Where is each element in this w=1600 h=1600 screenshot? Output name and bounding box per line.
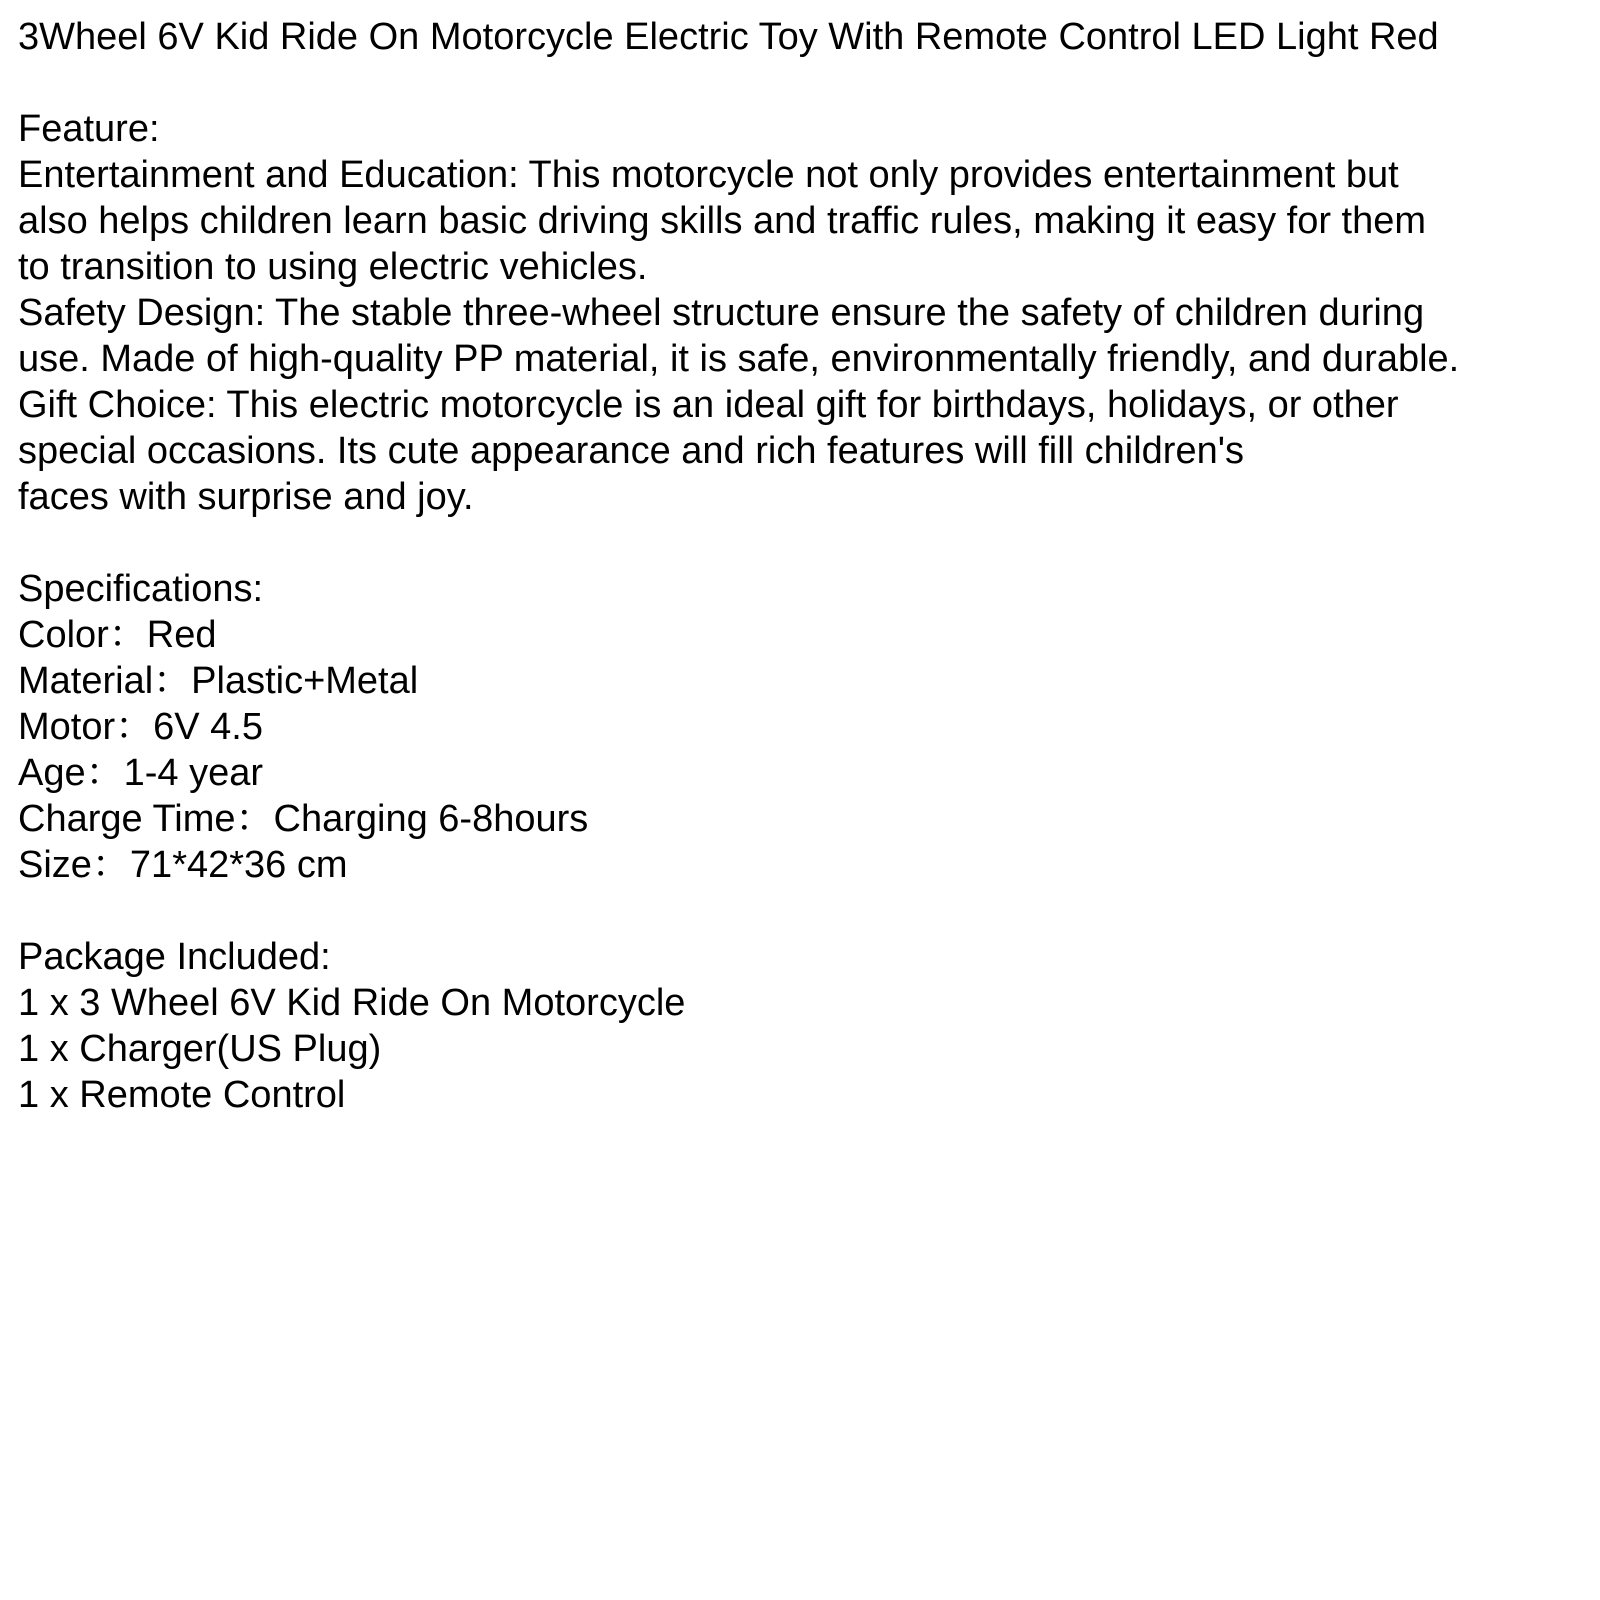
spec-size: Size：71*42*36 cm <box>18 844 348 886</box>
spec-motor: Motor：6V 4.5 <box>18 706 263 748</box>
package-item: 1 x Charger(US Plug) <box>18 1028 382 1070</box>
spacer <box>18 60 1593 106</box>
feature-line: special occasions. Its cute appearance and rich features will fill children's <box>18 430 1244 472</box>
package-heading: Package Included: <box>18 936 331 978</box>
spec-color: Color：Red <box>18 614 217 656</box>
feature-line: to transition to using electric vehicles. <box>18 246 648 288</box>
package-item: 1 x 3 Wheel 6V Kid Ride On Motorcycle <box>18 982 686 1024</box>
feature-line: Gift Choice: This electric motorcycle is an ideal gift for birthdays, holidays, or other <box>18 384 1399 426</box>
specifications-heading: Specifications: <box>18 568 264 610</box>
spacer <box>18 888 1593 934</box>
feature-heading: Feature: <box>18 108 160 150</box>
feature-line: use. Made of high-quality PP material, it is safe, environmentally friendly, and durable. <box>18 338 1460 380</box>
product-title: 3Wheel 6V Kid Ride On Motorcycle Electric Toy With Remote Control LED Light Red <box>18 16 1439 58</box>
spec-material: Material：Plastic+Metal <box>18 660 419 702</box>
feature-line: Safety Design: The stable three-wheel structure ensure the safety of children during <box>18 292 1425 334</box>
feature-line: faces with surprise and joy. <box>18 476 474 518</box>
spec-charge-time: Charge Time：Charging 6-8hours <box>18 798 589 840</box>
spacer <box>18 520 1593 566</box>
product-description-document <box>18 14 1593 1118</box>
feature-line: Entertainment and Education: This motorcycle not only provides entertainment but <box>18 154 1399 196</box>
spec-age: Age：1-4 year <box>18 752 264 794</box>
package-item: 1 x Remote Control <box>18 1074 346 1116</box>
feature-line: also helps children learn basic driving skills and traffic rules, making it easy for them <box>18 200 1427 242</box>
